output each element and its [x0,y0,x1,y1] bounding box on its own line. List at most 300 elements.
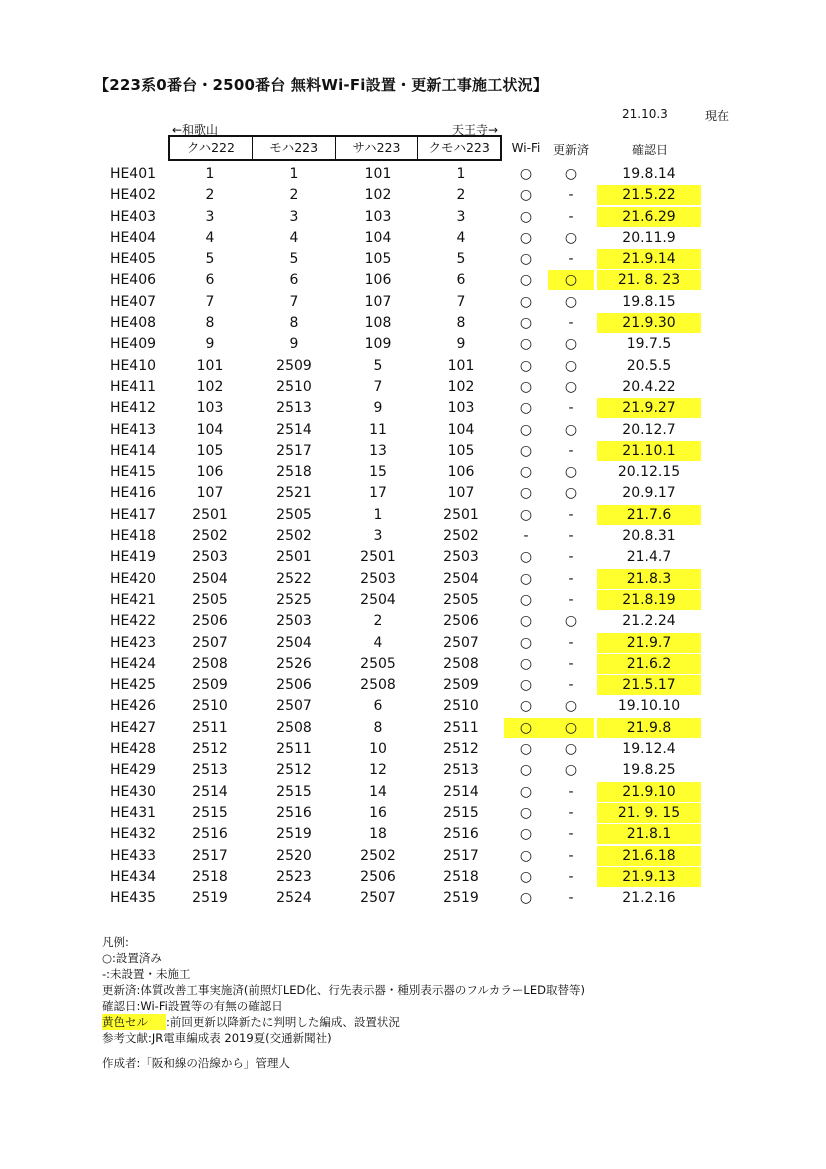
formation-id: HE415 [109,464,157,481]
check-date: 21.8.19 [597,590,701,610]
table-row [0,867,826,888]
car-moha223: 5 [289,251,299,268]
wifi-status: ○ [519,229,533,246]
table-row [0,888,826,909]
car-kumoha223: 101 [447,357,475,374]
car-moha223: 9 [289,336,299,353]
table-row [0,270,826,291]
renewed-status: - [568,655,574,672]
wifi-status: ○ [519,549,533,566]
renewed-status: ○ [564,229,578,246]
wifi-status: ○ [519,868,533,885]
check-date: 19.8.25 [622,762,676,779]
car-moha223: 2514 [276,421,312,438]
car-kuha222: 2504 [192,570,228,587]
formation-table [0,164,826,909]
wifi-status: ○ [519,591,533,608]
formation-id: HE411 [109,378,157,395]
formation-id: HE426 [109,698,157,715]
renewed-status: - [568,677,574,694]
car-kumoha223: 3 [456,208,466,225]
car-moha223: 2515 [276,783,312,800]
header-car-1: クハ222 [186,140,235,155]
car-saha223: 2 [373,613,383,630]
formation-id: HE421 [109,591,157,608]
car-moha223: 4 [289,229,299,246]
car-saha223: 10 [369,741,387,758]
formation-id: HE429 [109,762,157,779]
car-kumoha223: 2508 [443,655,479,672]
legend-heading: 凡例: [102,935,129,949]
formation-id: HE405 [109,251,157,268]
header-check-date: 確認日 [631,143,668,157]
car-moha223: 2517 [276,442,312,459]
wifi-status: ○ [519,698,533,715]
wifi-status: ○ [519,293,533,310]
renewed-status: ○ [564,485,578,502]
car-moha223: 2507 [276,698,312,715]
car-kuha222: 5 [205,251,215,268]
car-kumoha223: 7 [456,293,466,310]
car-kuha222: 2517 [192,847,228,864]
car-moha223: 2526 [276,655,312,672]
renewed-status: - [568,783,574,800]
renewed-status: ○ [564,336,578,353]
formation-id: HE433 [109,847,157,864]
check-date: 21.9.30 [597,313,701,333]
header-car-2: モハ223 [252,137,335,159]
car-kumoha223: 8 [456,315,466,332]
wifi-status: ○ [519,655,533,672]
car-saha223: 108 [364,315,392,332]
wifi-status: ○ [519,166,533,182]
formation-id: HE406 [109,272,157,289]
wifi-status: ○ [519,741,533,758]
car-kuha222: 2518 [192,868,228,885]
check-date: 21.9.13 [597,867,701,887]
table-row [0,526,826,547]
car-kuha222: 101 [196,357,224,374]
formation-id: HE408 [109,315,157,332]
legend-yellow-swatch: 黄色セル [102,1014,166,1030]
car-kuha222: 2508 [192,655,228,672]
formation-id: HE435 [109,890,157,907]
renewed-status: ○ [564,741,578,758]
table-row [0,782,826,803]
page-title: 【223系0番台・2500番台 無料Wi-Fi設置・更新工事施工状況】 [94,76,549,94]
car-kumoha223: 9 [456,336,466,353]
wifi-status: ○ [519,208,533,225]
renewed-status: - [568,890,574,907]
car-kumoha223: 106 [447,464,475,481]
car-saha223: 2504 [360,591,396,608]
car-moha223: 2 [289,187,299,204]
car-moha223: 2523 [276,868,312,885]
car-moha223: 2501 [276,549,312,566]
formation-id: HE404 [109,229,157,246]
car-kumoha223: 4 [456,229,466,246]
car-kuha222: 1 [205,166,215,182]
car-kuha222: 102 [196,378,224,395]
car-kumoha223: 6 [456,272,466,289]
car-kuha222: 106 [196,464,224,481]
wifi-status: ○ [504,718,548,738]
renewed-status: ○ [564,698,578,715]
car-kuha222: 2501 [192,506,228,523]
car-saha223: 2505 [360,655,396,672]
check-date: 21.6.2 [597,654,701,674]
wifi-status: ○ [519,464,533,481]
author: 作成者:「阪和線の沿線から」管理人 [102,1056,290,1070]
renewed-status: - [568,251,574,268]
renewed-status: - [568,804,574,821]
car-kumoha223: 105 [447,442,475,459]
formation-id: HE419 [109,549,157,566]
car-kumoha223: 1 [456,166,466,182]
car-kuha222: 2514 [192,783,228,800]
table-row [0,675,826,696]
car-moha223: 1 [289,166,299,182]
car-kumoha223: 2505 [443,591,479,608]
table-row [0,483,826,504]
table-row [0,334,826,355]
car-moha223: 2510 [276,378,312,395]
formation-id: HE407 [109,293,157,310]
car-saha223: 107 [364,293,392,310]
renewed-status: - [568,570,574,587]
car-moha223: 2519 [276,826,312,843]
legend-check-date: 確認日:Wi-Fi設置等の有無の確認日 [102,999,283,1013]
wifi-status: ○ [519,804,533,821]
car-kumoha223: 103 [447,400,475,417]
car-saha223: 2506 [360,868,396,885]
renewed-status: ○ [564,762,578,779]
car-moha223: 7 [289,293,299,310]
car-saha223: 2507 [360,890,396,907]
table-row [0,611,826,632]
formation-id: HE416 [109,485,157,502]
header-car-4: クモハ223 [417,137,500,159]
renewed-status: - [568,442,574,459]
check-date: 21.6.18 [597,846,701,866]
renewed-status: - [568,868,574,885]
direction-right: 天王寺→ [452,123,499,137]
check-date: 21.4.7 [626,549,672,566]
wifi-status: ○ [519,762,533,779]
car-moha223: 3 [289,208,299,225]
formation-id: HE428 [109,741,157,758]
formation-id: HE417 [109,506,157,523]
car-saha223: 5 [373,357,383,374]
check-date: 20.12.7 [622,421,676,438]
wifi-status: ○ [519,506,533,523]
car-moha223: 2520 [276,847,312,864]
check-date: 21.2.24 [622,613,676,630]
car-saha223: 9 [373,400,383,417]
car-kumoha223: 2512 [443,741,479,758]
car-kuha222: 2516 [192,826,228,843]
car-moha223: 2516 [276,804,312,821]
car-kuha222: 2519 [192,890,228,907]
header-renewed: 更新済 [552,143,589,157]
wifi-status: ○ [519,634,533,651]
wifi-status: - [523,528,529,545]
table-row [0,569,826,590]
wifi-status: ○ [519,485,533,502]
check-date: 19.10.10 [617,698,681,715]
car-saha223: 2502 [360,847,396,864]
renewed-status: ○ [564,464,578,481]
renewed-status: ○ [564,613,578,630]
table-row [0,292,826,313]
formation-id: HE431 [109,804,157,821]
car-kuha222: 103 [196,400,224,417]
direction-left: ←和歌山 [172,123,219,137]
formation-id: HE401 [109,166,157,182]
car-kuha222: 3 [205,208,215,225]
table-row [0,207,826,228]
car-moha223: 2513 [276,400,312,417]
car-kumoha223: 2503 [443,549,479,566]
formation-id: HE403 [109,208,157,225]
car-saha223: 17 [369,485,387,502]
wifi-status: ○ [519,400,533,417]
wifi-status: ○ [519,187,533,204]
car-kumoha223: 2 [456,187,466,204]
check-date: 19.12.4 [622,741,676,758]
formation-id: HE412 [109,400,157,417]
table-row [0,164,826,185]
formation-id: HE427 [109,719,157,736]
car-saha223: 15 [369,464,387,481]
car-saha223: 2503 [360,570,396,587]
table-row [0,803,826,824]
table-row [0,398,826,419]
table-row [0,313,826,334]
car-kumoha223: 2502 [443,528,479,545]
wifi-status: ○ [519,826,533,843]
car-saha223: 109 [364,336,392,353]
legend-not-installed: -:未設置・未施工 [102,967,191,981]
car-saha223: 13 [369,442,387,459]
car-kumoha223: 2518 [443,868,479,885]
car-saha223: 14 [369,783,387,800]
car-kuha222: 4 [205,229,215,246]
car-saha223: 18 [369,826,387,843]
formation-id: HE402 [109,187,157,204]
car-kuha222: 105 [196,442,224,459]
check-date: 20.9.17 [622,485,676,502]
car-kumoha223: 5 [456,251,466,268]
car-kuha222: 2515 [192,804,228,821]
table-row [0,846,826,867]
car-moha223: 2524 [276,890,312,907]
renewed-status: - [568,826,574,843]
car-moha223: 2502 [276,528,312,545]
car-moha223: 2506 [276,677,312,694]
car-kumoha223: 2516 [443,826,479,843]
car-saha223: 2501 [360,549,396,566]
wifi-status: ○ [519,847,533,864]
car-kumoha223: 102 [447,378,475,395]
car-saha223: 103 [364,208,392,225]
wifi-status: ○ [519,677,533,694]
car-saha223: 104 [364,229,392,246]
renewed-status: - [568,315,574,332]
formation-id: HE414 [109,442,157,459]
formation-id: HE410 [109,357,157,374]
table-row [0,547,826,568]
table-row [0,462,826,483]
formation-id: HE413 [109,421,157,438]
car-moha223: 2511 [276,741,312,758]
car-kumoha223: 104 [447,421,475,438]
car-kumoha223: 2510 [443,698,479,715]
car-moha223: 8 [289,315,299,332]
check-date: 21.9.8 [597,718,701,738]
car-kumoha223: 2513 [443,762,479,779]
car-kumoha223: 2509 [443,677,479,694]
check-date: 21. 9. 15 [597,803,701,823]
car-kuha222: 2 [205,187,215,204]
check-date: 21.9.10 [597,782,701,802]
check-date: 20.4.22 [622,378,676,395]
check-date: 19.7.5 [626,336,672,353]
car-kumoha223: 2514 [443,783,479,800]
car-header-box [168,135,502,161]
table-row [0,824,826,845]
car-kumoha223: 2511 [443,719,479,736]
wifi-status: ○ [519,890,533,907]
renewed-status: ○ [564,293,578,310]
table-row [0,654,826,675]
formation-id: HE423 [109,634,157,651]
renewed-status: - [568,528,574,545]
renewed-status: - [568,591,574,608]
wifi-status: ○ [519,272,533,289]
renewed-status: - [568,400,574,417]
car-moha223: 2503 [276,613,312,630]
car-moha223: 2505 [276,506,312,523]
car-saha223: 7 [373,378,383,395]
car-saha223: 102 [364,187,392,204]
check-date: 21.9.14 [597,249,701,269]
renewed-status: ○ [564,357,578,374]
car-kuha222: 104 [196,421,224,438]
table-row [0,739,826,760]
car-kuha222: 2510 [192,698,228,715]
car-kuha222: 9 [205,336,215,353]
renewed-status: - [568,634,574,651]
car-moha223: 2508 [276,719,312,736]
formation-id: HE425 [109,677,157,694]
legend-reference: 参考文献:JR電車編成表 2019夏(交通新聞社) [102,1031,332,1045]
car-moha223: 2525 [276,591,312,608]
wifi-status: ○ [519,378,533,395]
wifi-status: ○ [519,421,533,438]
check-date: 20.5.5 [626,357,672,374]
header-car-3: サハ223 [335,137,418,159]
car-moha223: 2504 [276,634,312,651]
car-moha223: 2509 [276,357,312,374]
car-kuha222: 2512 [192,741,228,758]
car-kumoha223: 2506 [443,613,479,630]
car-saha223: 6 [373,698,383,715]
renewed-status: - [568,549,574,566]
table-row [0,377,826,398]
renewed-status: - [568,208,574,225]
car-kuha222: 8 [205,315,215,332]
renewed-status: ○ [564,166,578,182]
check-date: 21.9.27 [597,398,701,418]
legend-installed: ○:設置済み [102,951,162,965]
car-kuha222: 107 [196,485,224,502]
formation-id: HE409 [109,336,157,353]
car-saha223: 11 [369,421,387,438]
check-date: 21.5.22 [597,185,701,205]
table-row [0,228,826,249]
legend-yellow [102,1014,585,1030]
car-saha223: 2508 [360,677,396,694]
car-saha223: 8 [373,719,383,736]
legend [102,934,585,1046]
car-saha223: 106 [364,272,392,289]
formation-id: HE434 [109,868,157,885]
car-kumoha223: 2517 [443,847,479,864]
check-date: 21.10.1 [597,441,701,461]
car-kuha222: 2506 [192,613,228,630]
car-kuha222: 2511 [192,719,228,736]
table-row [0,356,826,377]
check-date: 21. 8. 23 [597,270,701,290]
wifi-status: ○ [519,336,533,353]
formation-id: HE418 [109,528,157,545]
as-of-date: 21.10.3 [622,107,668,121]
renewed-status: - [568,847,574,864]
car-saha223: 16 [369,804,387,821]
car-saha223: 105 [364,251,392,268]
renewed-status: ○ [548,718,594,738]
check-date: 20.11.9 [622,229,676,246]
car-moha223: 6 [289,272,299,289]
check-date: 20.12.15 [617,464,681,481]
check-date: 19.8.15 [622,293,676,310]
car-moha223: 2521 [276,485,312,502]
table-row [0,718,826,739]
car-kumoha223: 2501 [443,506,479,523]
car-saha223: 3 [373,528,383,545]
wifi-status: ○ [519,570,533,587]
car-moha223: 2512 [276,762,312,779]
wifi-status: ○ [519,315,533,332]
car-kuha222: 2505 [192,591,228,608]
car-kuha222: 2513 [192,762,228,779]
car-kumoha223: 2507 [443,634,479,651]
car-kuha222: 2503 [192,549,228,566]
table-row [0,633,826,654]
car-moha223: 2522 [276,570,312,587]
check-date: 21.9.7 [597,633,701,653]
as-of-label: 現在 [705,109,730,123]
legend-renewed: 更新済:体質改善工事実施済(前照灯LED化、行先表示器・種別表示器のフルカラーLED取替等) [102,983,585,997]
check-date: 21.8.3 [597,569,701,589]
formation-id: HE420 [109,570,157,587]
formation-id: HE432 [109,826,157,843]
check-date: 20.8.31 [622,528,676,545]
table-row [0,590,826,611]
check-date: 21.7.6 [597,505,701,525]
formation-id: HE422 [109,613,157,630]
